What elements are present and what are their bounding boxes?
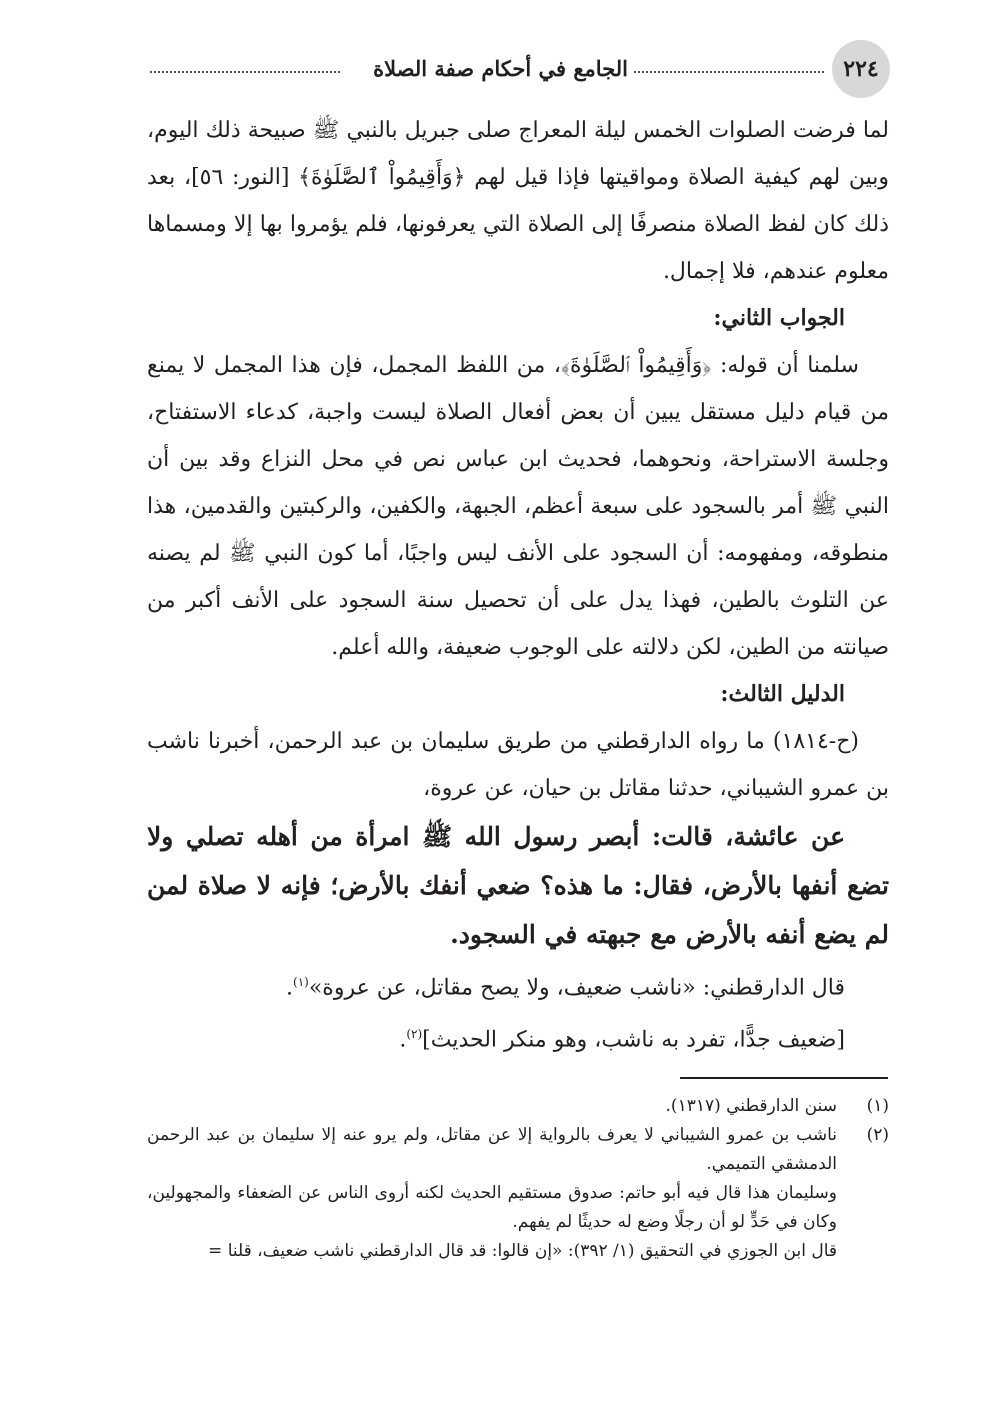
daraqutni-quote: قال الدارقطني: «ناشب ضعيف، ولا يصح مقاتل، عن عروة»: [308, 975, 845, 1001]
footnote-2: [147, 1121, 889, 1179]
footnote-2-continuation-2: قال ابن الجوزي في التحقيق (١/ ٣٩٢): «إن قالوا: قد قال الدارقطني ناشب ضعيف، قلنا =: [208, 1241, 837, 1261]
heading-third-evidence: الدليل الثالث:: [720, 681, 845, 707]
paragraph-3: (ح-١٨١٤) ما رواه الدارقطني من طريق سليمان بن عبد الرحمن، أخبرنا ناشب بن عمرو الشيباني، حدثنا مقاتل بن حيان، عن عروة،: [147, 729, 889, 801]
grading-text: [ضعيف جدًّا، تفرد به ناشب، وهو منكر الحديث]: [422, 1027, 845, 1053]
header-divider-right: [634, 71, 824, 73]
hadith-text: عن عائشة، قالت: أبصر رسول الله ﷺ امرأة من أهله تصلي ولا تضع أنفها بالأرض، فقال: ما هذه؟ ضعي أنفك بالأرض؛ فإنه لا صلاة لمن لم يضع أنفه بالأرض مع جبهته في السجود.: [147, 822, 889, 949]
page-header: [150, 40, 890, 106]
paragraph-1: لما فرضت الصلوات الخمس ليلة المعراج صلى جبريل بالنبي ﷺ صبيحة ذلك اليوم، وبين لهم كيفية الصلاة ومواقيتها فإذا قيل لهم ﴿وَأَقِيمُواْ ٱلصَّلَوٰةَ﴾ [النور: ٥٦]، بعد ذلك كان لفظ الصلاة منصرفًا إلى الصلاة التي يعرفونها، فلم يؤمروا بها إلا ومسماها معلوم عندهم، فلا إجمال.: [147, 118, 889, 284]
footnote-ref-2[interactable]: (٢): [406, 1027, 423, 1042]
footnote-1-text: سنن الدارقطني (١٣١٧).: [665, 1096, 837, 1116]
footnote-1: [147, 1092, 889, 1121]
paragraph-2: سلمنا أن قوله: ﴿وَأَقِيمُواْ ٱلصَّلَوٰةَ﴾، من اللفظ المجمل، فإن هذا المجمل لا يمنع من قيام دليل مستقل يبين أن بعض أفعال الصلاة ليست واجبة، كدعاء الاستفتاح، وجلسة الاستراحة، ونحوهما، فحديث ابن عباس نص في محل النزاع وقد بين أن النبي ﷺ أمر بالسجود على سبعة أعظم، الجبهة، والكفين، والركبتين والقدمين، هذا منطوقه، ومفهومه: أن السجود على الأنف ليس واجبًا، أما كون النبي ﷺ لم يصنه عن التلوث بالطين، فهذا يدل على أن تحصيل سنة السجود على الأنف أكبر من صيانته من الطين، لكن دلالته على الوجوب ضعيفة، والله أعلم.: [147, 353, 889, 660]
header-divider-left: [150, 71, 340, 73]
daraqutni-comment: قال الدارقطني: «ناشب ضعيف، ولا يصح مقاتل، عن عروة»$^{(١)}$.: [286, 975, 845, 1001]
footnotes: [147, 1092, 889, 1266]
footnote-1-number: (١): [866, 1096, 889, 1116]
footnote-separator: [680, 1077, 888, 1079]
footnote-2-number: (٢): [866, 1125, 889, 1145]
footnote-ref-1[interactable]: (١): [293, 975, 309, 989]
footnote-2-continuation-1: وسليمان هذا قال فيه أبو حاتم: صدوق مستقيم الحديث لكنه أروى الناس عن الضعفاء والمجهولين، وكان في حَدٍّ لو أن رجلًا وضع له حديثًا لم يفهم.: [147, 1183, 837, 1232]
main-text: [147, 107, 889, 1064]
running-title: الجامع في أحكام صفة الصلاة: [373, 56, 628, 81]
heading-second-answer: الجواب الثاني:: [713, 305, 845, 331]
grading-note: [ضعيف جدًّا، تفرد به ناشب، وهو منكر الحديث]$^{(٢)}$.: [399, 1027, 845, 1053]
footnote-2-text: ناشب بن عمرو الشيباني لا يعرف بالرواية إلا عن مقاتل، ولم يرو عنه إلا سليمان بن عبد الرحمن الدمشقي التميمي.: [147, 1125, 837, 1174]
page-number: ٢٢٤: [832, 40, 890, 98]
